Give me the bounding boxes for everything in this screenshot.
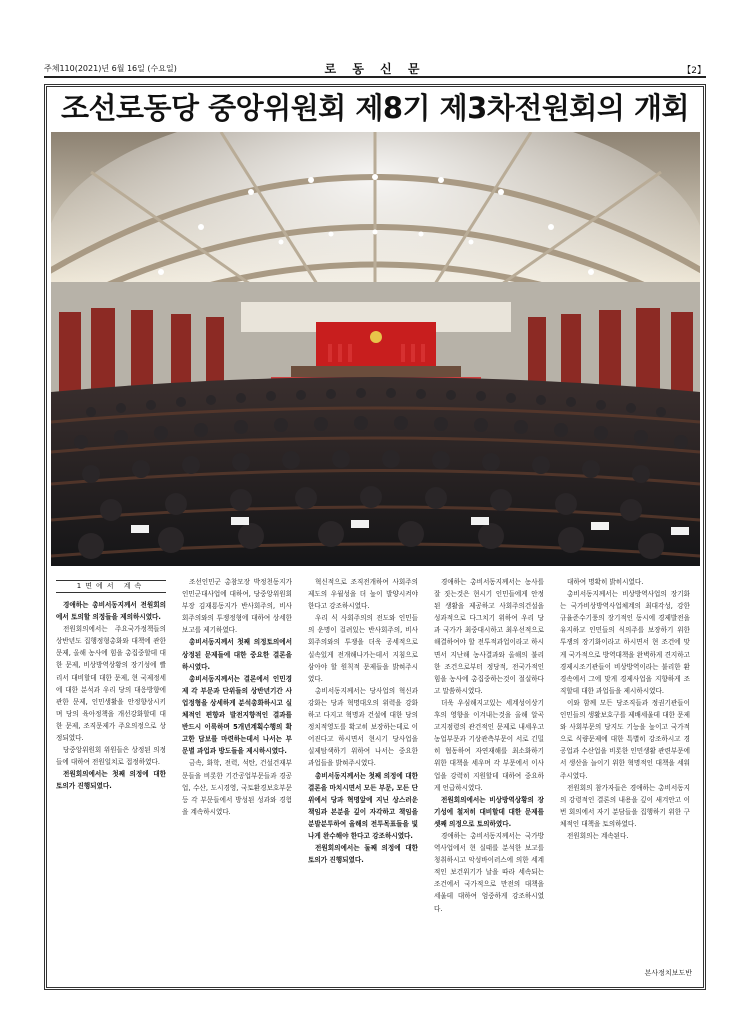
- paragraph: 금속, 화학, 전력, 석탄, 건설건재부문들을 비롯한 기간공업부문들과 경공업, 수산, 도시경영, 국토환경보호부문 등 각 부문들에서 방성된 성과와 경험을 계속하시였다.: [182, 759, 292, 816]
- paragraph: 총비서동지께서는 첫째 의정에 대한 결론을 마치시면서 모든 부문, 모든 단위에서 당과 혁명앞에 지닌 상스러운 책임과 본분을 깊이 자각하고 책임을 분발분투하여 올해의 전투목표들을 빛나게 완수해야 한다고 강조하시였다.: [308, 771, 418, 840]
- paragraph: 대하여 명확히 밝히시였다.: [567, 578, 644, 586]
- paragraph: 총비서동지께서 첫째 의정토의에서 상정된 문제들에 대한 중요한 결론을 하시였다.: [182, 638, 292, 671]
- continued-label: 1면에서 계속: [56, 580, 166, 593]
- paragraph: 우리 식 사회주의의 전도와 인민들의 운명이 걸려있는 반사회주의, 비사회주의와의 투쟁을 더욱 공세적으로 실속있게 전개해나가는데서 지침으로 삼아야 할 원칙적 문제들을 밝혀주시였다.: [308, 614, 418, 683]
- article-column-1: [56, 576, 166, 984]
- paragraph: 전원회의에서는 주요국가정책들의 상반년도 집행정형총화와 대책에 관한 문제, 올해 농사에 힘을 총집중할데 대한 문제, 비상방역상황의 장기성에 빨리서 대비할데 대한 문제, 현 국제정세에 대한 분석과 우리 당의 대응방향에 관한 문제, 인민생활을 안정향상시키며 당의 육아정책을 개선강화할데 대한 문제, 조직문제가 주요의정으로 상정되였다.: [56, 625, 166, 743]
- byline: 본사정치보도반: [644, 969, 692, 977]
- issue-date: 주체110(2021)년 6월 16일 (수요일): [44, 64, 177, 73]
- paragraph: 전원회의에서는 비상방역상황의 장기성에 철저히 대비할데 대한 문제를 셋째 의정으로 토의하였다.: [434, 795, 544, 828]
- paragraph: 전원회의에서는 둘째 의정에 대한 토의가 진행되였다.: [308, 844, 418, 865]
- paragraph: 경애하는 총비서동지께서는 농사를 잘 짓는것은 현시기 인민들에게 안정된 생활을 제공하고 사회주의건설을 성과적으로 다그치기 위하여 우리 당과 국가가 최중대시하고 최우선적으로 해결하여야 할 전투적과업이라고 하시면서 지난해 농사결과와 올해의 불리한 조건으로부터 정당적, 전국가적인 힘을 농사에 총집중하는것이 절실하다고 말씀하시였다.: [434, 578, 544, 695]
- article-column-4: [434, 576, 544, 984]
- paragraph: 전원회의에서는 첫째 의정에 대한 토의가 진행되였다.: [56, 770, 166, 791]
- paragraph: 경애하는 총비서동지께서는 국가방역사업에서 현 실태를 분석한 보고를 청취하시고 악성바이러스에 의한 세계적인 보건위기가 날을 따라 세속되는 조건에서 국가적으로 만전의 대책을 세울데 대하여 엄중하게 강조하시였다.: [434, 831, 544, 913]
- paragraph: 더욱 우심해지고있는 세계성이상기후의 영향을 이겨내는것을 올해 알곡고지점령의 관건적인 문제로 내세우고 농업부문과 기상관측부문이 서로 긴밀히 협동하여 자연재해를 최소화하기 위한 대책을 세우며 각 부문에서 이사업을 강력히 지원할데 대하여 중요하게 언급하시였다.: [434, 698, 544, 792]
- headline: 조선로동당 중앙위원회 제8기 제3차전원회의 개회: [60, 91, 690, 125]
- newspaper-name: 로 동 신 문: [324, 62, 426, 76]
- masthead-rule: [44, 76, 706, 78]
- page-number: 【2】: [682, 66, 706, 76]
- article-body: [56, 576, 696, 984]
- paragraph: 총비서동지께서는 결론에서 인민경제 각 부문과 단위들의 상반년기간 사업정형을 상세하게 분석총화하시고 실체적인 편향과 발전지향적인 결과를 반드시 이룩하며 5개년계획수행의 확고한 담보를 마련하는데서 나서는 부문별 과업과 방도들을 제시하시였다.: [182, 674, 292, 756]
- masthead: [44, 60, 706, 76]
- article-column-3: [308, 576, 418, 984]
- paragraph: 이와 함께 모든 당조직들과 정권기관들이 인민들의 생활보호구를 제배세울데 대한 문제와 사회부문의 당지도 기능을 높이고 국가적으로 식량문제에 대한 특별히 강조하시고 경공업과 수산업을 비롯한 인민생활 관련부문에서 생산을 늘이기 위한 혁명적인 대책을 세워주시였다.: [560, 698, 690, 780]
- paragraph: 전원회의 참가자들은 경애하는 총비서동지의 강령적인 결론의 내용을 깊이 새겨안고 이번 회의에서 자기 분담들을 집행하기 위한 구체적인 대책을 토의하였다.: [560, 783, 690, 828]
- article-column-2: [182, 576, 292, 984]
- article-column-5: [560, 576, 690, 984]
- paragraph: 경애하는 총비서동지께서 전원회의에서 토의할 의정들을 제의하시였다.: [56, 601, 166, 622]
- paragraph: 전원회의는 계속된다.: [567, 831, 629, 840]
- paragraph: 조선인민군 총참모장 박정천동지가 인민군대사업에 대하여, 당중앙위원회 부장 김재룡동지가 반사회주의, 비사회주의와의 투쟁정형에 대하여 상세한 보고를 제기하였다.: [182, 578, 292, 635]
- paragraph: 당중앙위원회 위원들은 상정된 의정들에 대하여 전원일치로 접정하였다.: [56, 746, 166, 767]
- paragraph: 총비서동지께서는 비상방역사업의 장기화는 국가비상방역사업체계의 최대각성, 강한 규율준수기풍의 장기적인 동시에 경제발전을 유지하고 인민들의 식의주를 보장하기 위한 투쟁의 장기화이라고 하시면서 현 조건에 맞게 국가적으로 방역대책을 완벽하게 견지하고 경제시조기관들이 비상방역이라는 불리한 환경속에서 그에 맞게 경제사업을 지향하게 조직할데 대한 과업들을 제시하시였다.: [560, 590, 690, 695]
- paragraph: 혁신적으로 조직전개하여 사회주의제도의 우월성을 더 높이 발양시켜야 한다고 강조하시였다.: [308, 578, 418, 611]
- plenary-meeting-hall-photo: [51, 132, 700, 566]
- paragraph: 총비서동지께서는 당사업의 혁신과 강화는 당과 혁명대오의 위력을 강화하고 다지고 혁명과 건설에 대한 당의 정치적영도를 확고히 보장하는데로 이어진다고 하시면서 현시기 당사업을 실제탐색하기 위하여 나서는 중요한 과업들을 밝혀주시였다.: [308, 686, 418, 768]
- photo-illustration: [51, 132, 700, 566]
